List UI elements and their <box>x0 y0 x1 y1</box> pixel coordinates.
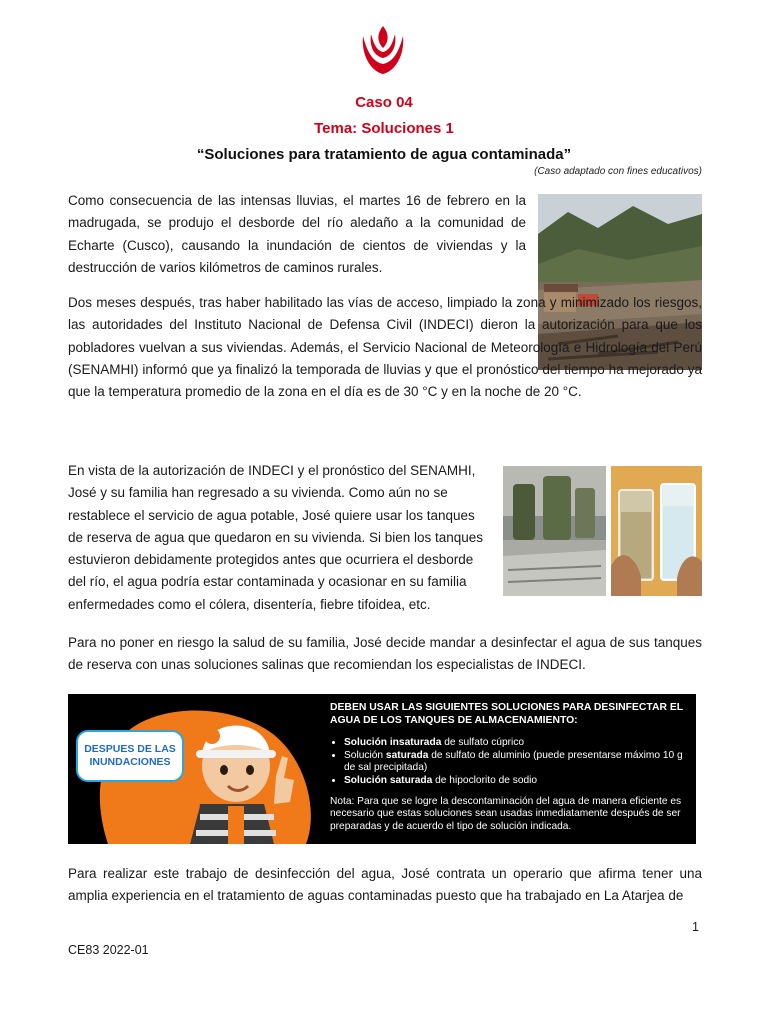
adaptation-note: (Caso adaptado con fines educativos) <box>534 166 702 177</box>
paragraph-flood: Como consecuencia de las intensas lluvias, el martes 16 de febrero en la madrugada, se produjo el desborde del río aledaño a la comunidad de Echarte (Cusco), causando la inundación de cientos de viviendas y la destrucción de varios kilómetros de caminos rurales. <box>68 193 526 275</box>
course-code: CE83 2022-01 <box>68 943 149 957</box>
page-number: 1 <box>692 920 699 934</box>
upc-logo-icon <box>357 22 409 78</box>
water-tank-photo <box>503 466 606 596</box>
disinfection-banner <box>68 694 696 844</box>
paragraph-authorization: Dos meses después, tras haber habilitado las vías de acceso, limpiado la zona y minimizado los riesgos, las autoridades del Instituto Nacional de Defensa Civil (INDECI) dieron la autorización para que los pobladores vuelvan a sus viviendas. Además, el Servicio Nacional de Meteorología e Hidrología del Perú (SENAMHI) informó que ya finalizó la temporada de lluvias y que el pronóstico del tiempo ha mejorado ya que la temperatura promedio de la zona en el día es de 30 °C y en la noche de 20 °C. <box>68 295 702 400</box>
list-item: • Solución insaturada de sulfato cúprico <box>344 737 690 750</box>
case-number: Caso 04 <box>355 94 413 111</box>
topic-heading: Tema: Soluciones 1 <box>314 120 454 137</box>
list-item: • Solución saturada de hipoclorito de sodio <box>344 775 690 788</box>
paragraph-return: En vista de la autorización de INDECI y el pronóstico del SENAMHI, José y su familia han regresado a su vivienda. Como aún no se restablece el servicio de agua potable, José quiere usar los tanques de reserva de agua que quedaron en su vivienda. Si bien los tanques estuvieron debidamente protegidos antes que ocurriera el desborde del río, el agua podría estar contaminada y ocasionar en su familia enfermedades como el cólera, disentería, fiebre tifoidea, etc. <box>68 463 484 612</box>
after-flood-bubble: DESPUES DE LAS INUNDACIONES <box>76 730 184 782</box>
banner-title: DEBEN USAR LAS SIGUIENTES SOLUCIONES PARA DESINFECTAR EL AGUA DE LOS TANQUES DE ALMACENAMIENTO: <box>330 702 683 726</box>
list-item: • Solución saturada de sulfato de aluminio (puede presentarse máximo 10 g de sal precipitada) <box>344 750 690 775</box>
paragraph-operator: Para realizar este trabajo de desinfección del agua, José contrata un operario que afirma tener una amplia experiencia en el tratamiento de aguas contaminadas puesto que ha trabajado en La Atarjea de <box>68 866 702 904</box>
document-title: “Soluciones para tratamiento de agua contaminada” <box>196 146 572 163</box>
solutions-list <box>330 737 690 787</box>
paragraph-decision: Para no poner en riesgo la salud de su familia, José decide mandar a desinfectar el agua de sus tanques de reserva con unas soluciones salinas que recomiendan los especialistas de INDECI. <box>68 635 702 673</box>
water-glasses-photo <box>611 466 702 596</box>
banner-note: Nota: Para que se logre la descontaminación del agua de manera eficiente es necesario que estas soluciones sean usadas inmediatamente después de ser preparadas y de acuerdo el tipo de solución indicada. <box>330 795 682 832</box>
banner-instructions <box>330 702 690 833</box>
